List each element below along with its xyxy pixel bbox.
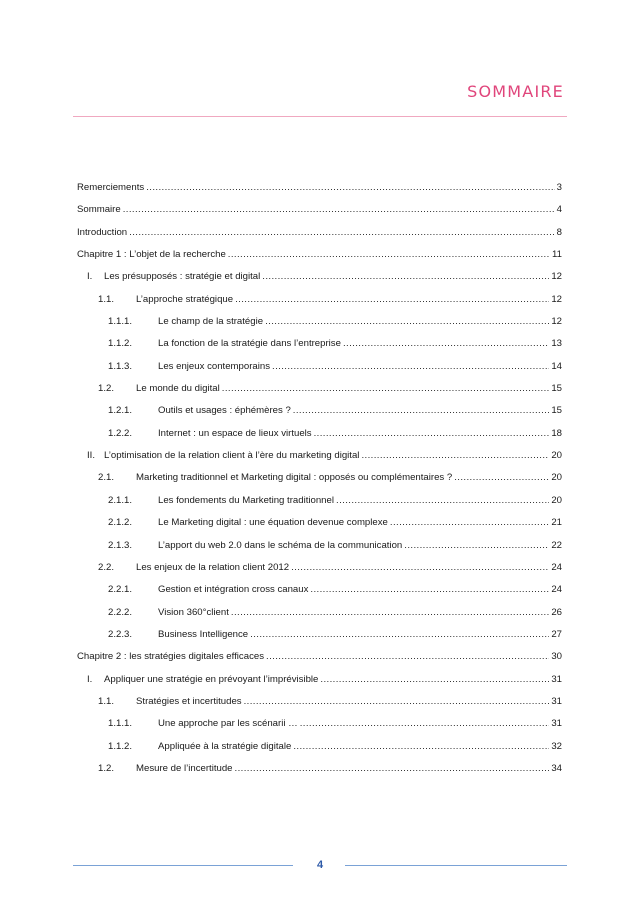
toc-entry-page: 27 [551, 628, 562, 640]
toc-dot-leader [228, 249, 550, 261]
toc-entry-number: 2.1.3. [108, 539, 133, 551]
toc-dot-leader [343, 338, 549, 350]
toc-dot-leader [235, 294, 549, 306]
toc-entry-number: 1.1.2. [108, 740, 133, 752]
toc-dot-leader [231, 607, 549, 619]
toc-entry[interactable] [77, 651, 562, 673]
toc-entry-number: 1.2.1. [108, 405, 133, 417]
toc-entry-title: Le monde du digital [136, 383, 220, 395]
toc-entry-title: Outils et usages : éphémères ? [158, 405, 291, 417]
footer-divider-right [345, 865, 567, 866]
toc-entry-title: Gestion et intégration cross canaux [158, 584, 309, 596]
toc-entry[interactable] [77, 383, 562, 405]
toc-entry[interactable] [77, 584, 562, 606]
toc-entry[interactable] [77, 182, 562, 204]
toc-entry[interactable] [77, 405, 562, 427]
toc-entry-page: 14 [551, 360, 562, 372]
toc-entry[interactable] [77, 495, 562, 517]
toc-entry[interactable] [77, 674, 562, 696]
toc-entry-page: 3 [556, 182, 562, 193]
toc-entry-page: 30 [551, 651, 562, 663]
table-of-contents [77, 182, 562, 785]
toc-entry[interactable] [77, 294, 562, 316]
toc-entry-title: Chapitre 1 : L’objet de la recherche [77, 249, 226, 261]
toc-entry[interactable] [77, 540, 562, 562]
toc-entry-title: Les présupposés : stratégie et digital [104, 271, 261, 283]
toc-entry-title: Le champ de la stratégie [158, 316, 264, 328]
toc-dot-leader [293, 741, 549, 753]
toc-entry[interactable] [77, 249, 562, 271]
toc-entry-number: 2.2.2. [108, 606, 133, 618]
toc-entry-title: Introduction [77, 226, 128, 238]
toc-dot-leader [244, 696, 550, 708]
toc-entry[interactable] [77, 227, 562, 249]
toc-entry-page: 24 [551, 584, 562, 596]
toc-entry[interactable] [77, 361, 562, 383]
page-title: SOMMAIRE [467, 82, 564, 101]
toc-entry[interactable] [77, 450, 562, 472]
toc-entry-page: 31 [551, 718, 562, 730]
toc-entry-page: 31 [551, 695, 562, 707]
toc-dot-leader [454, 472, 549, 484]
toc-dot-leader [320, 674, 549, 686]
toc-dot-leader [361, 450, 549, 462]
toc-entry-title: Les enjeux contemporains [158, 360, 270, 372]
toc-dot-leader [390, 517, 549, 529]
toc-entry-number: 2.1. [98, 472, 115, 484]
toc-entry-title: Vision 360°client [158, 606, 229, 618]
toc-entry-title: Les fondements du Marketing traditionnel [158, 494, 334, 506]
toc-entry-page: 15 [551, 405, 562, 417]
footer-divider-left [73, 865, 293, 866]
toc-dot-leader [123, 204, 555, 216]
toc-entry-number: 1.2. [98, 383, 115, 395]
toc-entry-number: 2.2.3. [108, 628, 133, 640]
toc-entry-number: 2.1.1. [108, 494, 133, 506]
header-divider [73, 116, 567, 117]
toc-dot-leader [404, 540, 549, 552]
toc-entry[interactable] [77, 741, 562, 763]
toc-entry-page: 22 [551, 539, 562, 551]
toc-entry[interactable] [77, 629, 562, 651]
toc-dot-leader [265, 316, 549, 328]
toc-entry-number: 1.2. [98, 762, 115, 774]
toc-entry-title: Appliquée à la stratégie digitale [158, 740, 292, 752]
toc-entry-title: Mesure de l’incertitude [136, 762, 233, 774]
toc-entry-page: 12 [551, 316, 562, 328]
toc-dot-leader [293, 405, 550, 417]
toc-entry[interactable] [77, 428, 562, 450]
toc-entry-page: 21 [551, 517, 562, 529]
toc-dot-leader [272, 361, 549, 373]
toc-entry[interactable] [77, 517, 562, 539]
toc-entry-page: 8 [556, 226, 562, 238]
toc-entry-number: 1.1. [98, 695, 115, 707]
toc-entry-number: 1.1.1. [108, 718, 133, 730]
toc-dot-leader [250, 629, 549, 641]
toc-entry[interactable] [77, 718, 562, 740]
toc-dot-leader [222, 383, 550, 395]
toc-entry[interactable] [77, 316, 562, 338]
toc-dot-leader [146, 182, 554, 194]
toc-dot-leader [235, 763, 550, 775]
toc-entry-page: 20 [551, 450, 562, 462]
toc-dot-leader [129, 227, 555, 239]
page-number: 4 [316, 859, 324, 871]
toc-entry-page: 4 [556, 204, 562, 216]
toc-entry-page: 15 [551, 383, 562, 395]
toc-dot-leader [336, 495, 549, 507]
toc-entry-title: L’optimisation de la relation client à l’ère du marketing digital [104, 450, 360, 462]
toc-dot-leader [314, 428, 550, 440]
toc-entry[interactable] [77, 472, 562, 494]
toc-dot-leader [262, 271, 549, 283]
toc-entry-title: Sommaire [77, 204, 121, 216]
toc-entry-title: Chapitre 2 : les stratégies digitales efficaces [77, 651, 264, 663]
toc-entry-number: 1.1.2. [108, 338, 133, 350]
toc-entry[interactable] [77, 271, 562, 293]
toc-entry-title: Les enjeux de la relation client 2012 [136, 561, 290, 573]
toc-entry-page: 11 [552, 249, 562, 261]
toc-entry[interactable] [77, 338, 562, 360]
toc-entry-page: 31 [551, 673, 562, 685]
toc-entry-title: Marketing traditionnel et Marketing digital : opposés ou complémentaires ? [136, 472, 453, 484]
toc-entry-page: 34 [551, 762, 562, 774]
toc-entry-title: Remerciements [77, 182, 145, 193]
toc-entry-title: L’approche stratégique [136, 293, 234, 305]
toc-entry-number: 1.1.1. [108, 316, 133, 328]
toc-entry-page: 20 [551, 472, 562, 484]
toc-entry-page: 12 [551, 271, 562, 283]
toc-entry-title: Le Marketing digital : une équation devenue complexe [158, 517, 388, 529]
toc-entry-page: 26 [551, 606, 562, 618]
toc-entry[interactable] [77, 696, 562, 718]
toc-entry-number: 2.1.2. [108, 517, 133, 529]
toc-dot-leader [310, 584, 549, 596]
toc-entry-number: 1.1.3. [108, 360, 133, 372]
toc-entry[interactable] [77, 763, 562, 785]
toc-entry-number: II. [87, 450, 95, 462]
toc-entry[interactable] [77, 562, 562, 584]
toc-entry-title: L’apport du web 2.0 dans le schéma de la communication [158, 539, 403, 551]
toc-entry-number: 2.2.1. [108, 584, 133, 596]
toc-entry[interactable] [77, 607, 562, 629]
toc-entry-page: 32 [551, 740, 562, 752]
toc-entry-number: 1.1. [98, 293, 115, 305]
toc-entry-title: Une approche par les scénarii … [158, 718, 298, 730]
toc-entry-title: Stratégies et incertitudes [136, 695, 242, 707]
toc-entry-page: 13 [551, 338, 562, 350]
toc-entry-number: I. [87, 271, 93, 283]
toc-dot-leader [266, 651, 549, 663]
toc-entry-title: Appliquer une stratégie en prévoyant l’imprévisible [104, 673, 319, 685]
toc-entry-title: La fonction de la stratégie dans l’entreprise [158, 338, 341, 350]
toc-entry-page: 20 [551, 494, 562, 506]
toc-entry[interactable] [77, 204, 562, 226]
toc-entry-page: 12 [551, 293, 562, 305]
toc-entry-number: I. [87, 673, 93, 685]
toc-dot-leader [291, 562, 549, 574]
toc-entry-number: 2.2. [98, 561, 115, 573]
toc-entry-number: 1.2.2. [108, 427, 133, 439]
toc-entry-title: Business Intelligence [158, 628, 249, 640]
toc-entry-page: 24 [551, 561, 562, 573]
toc-entry-page: 18 [551, 427, 562, 439]
toc-dot-leader [300, 718, 550, 730]
toc-entry-title: Internet : un espace de lieux virtuels [158, 427, 312, 439]
